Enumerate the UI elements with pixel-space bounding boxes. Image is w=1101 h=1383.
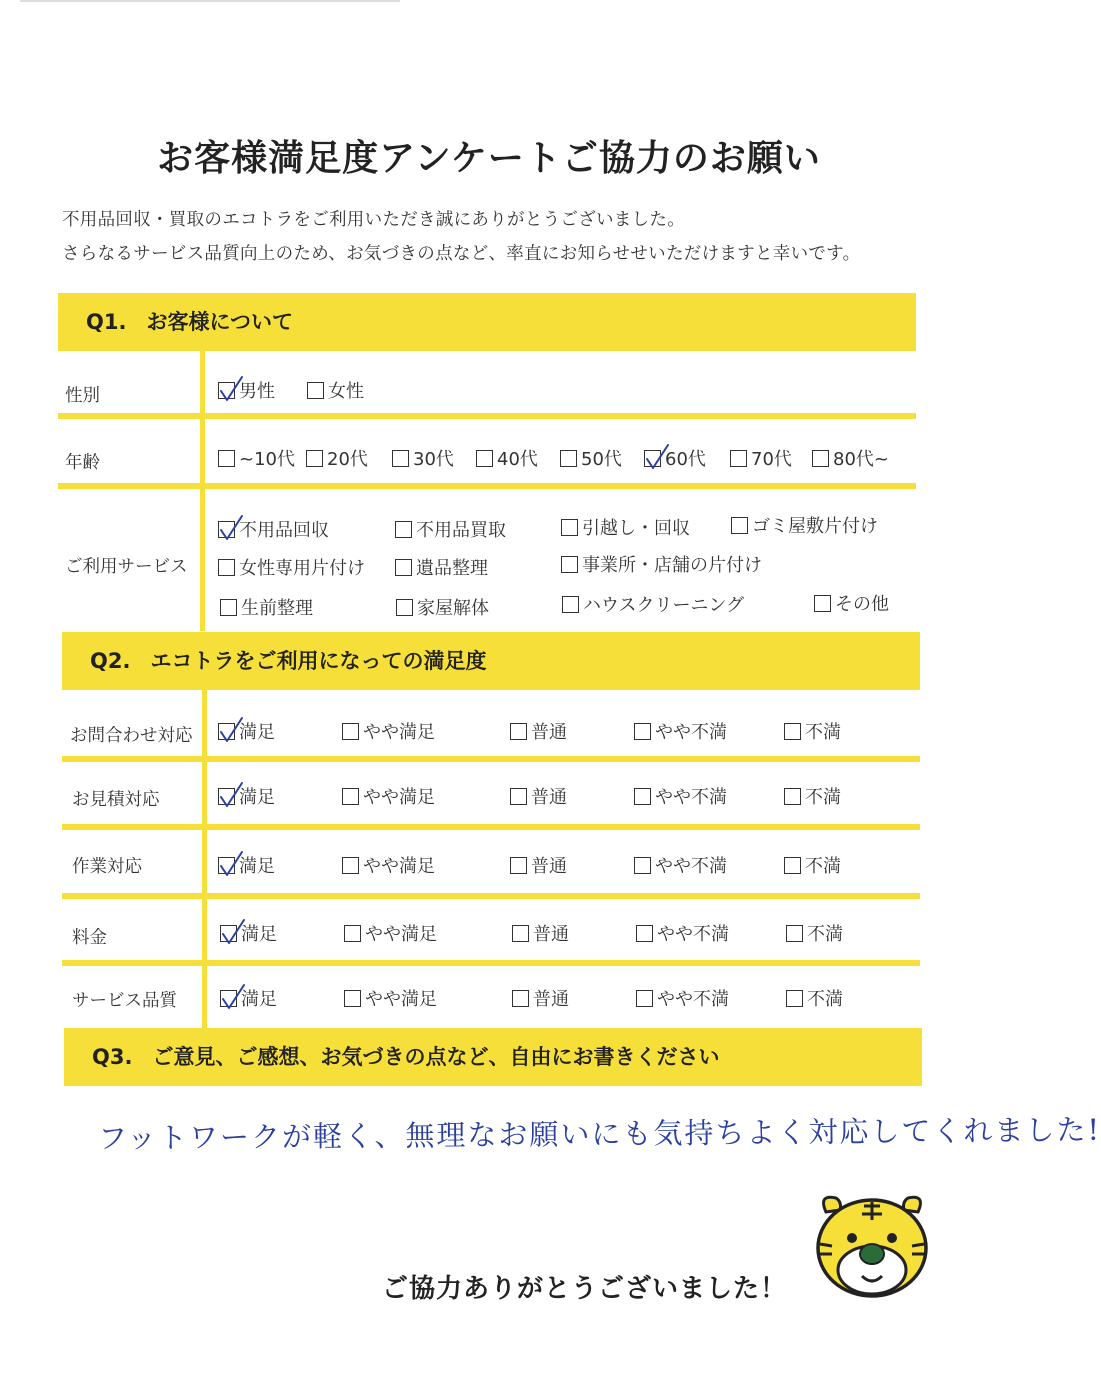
q2-row-divider-4 (62, 960, 920, 966)
rating-option[interactable] (218, 852, 275, 878)
checkbox[interactable] (784, 857, 801, 874)
checkbox[interactable] (218, 559, 235, 576)
checkbox[interactable] (218, 857, 235, 874)
service-option[interactable] (396, 594, 489, 620)
option-label: 30代 (413, 449, 454, 470)
rating-option[interactable] (344, 985, 437, 1011)
rating-option[interactable] (512, 920, 569, 946)
checkbox[interactable] (634, 723, 651, 740)
rating-option[interactable] (344, 920, 437, 946)
rating-option[interactable] (634, 718, 727, 744)
checkbox[interactable] (636, 990, 653, 1007)
checkbox[interactable] (396, 599, 413, 616)
gender-option[interactable] (307, 377, 364, 403)
checkbox[interactable] (510, 857, 527, 874)
age-option[interactable] (560, 445, 622, 471)
page-title: お客様満足度アンケートご協力のお願い (157, 138, 821, 179)
q2-row-divider-2 (62, 824, 920, 830)
q2-number: Q2. (90, 649, 131, 673)
option-label: その他 (835, 594, 889, 615)
rating-option[interactable] (220, 985, 277, 1011)
checkbox[interactable] (510, 788, 527, 805)
checkbox[interactable] (730, 450, 747, 467)
option-label: ハウスクリーニング (583, 595, 745, 616)
option-label: やや不満 (655, 787, 727, 808)
checkbox[interactable] (342, 723, 359, 740)
option-label: 事業所・店舗の片付け (582, 555, 762, 576)
rating-option[interactable] (218, 783, 275, 809)
option-label: 満足 (241, 989, 277, 1010)
option-label: やや満足 (363, 722, 435, 743)
q1-row-divider-1 (58, 413, 916, 419)
tiger-mascot-icon (812, 1190, 932, 1300)
checkbox[interactable] (786, 990, 803, 1007)
service-option[interactable] (731, 512, 878, 538)
rating-option[interactable] (636, 985, 729, 1011)
checkbox[interactable] (218, 788, 235, 805)
option-label: 生前整理 (241, 598, 313, 619)
checkbox[interactable] (560, 450, 577, 467)
option-label: 普通 (531, 787, 567, 808)
services-label: ご利用サービス (65, 557, 188, 577)
rating-option[interactable] (634, 852, 727, 878)
rating-option[interactable] (342, 852, 435, 878)
service-option[interactable] (395, 516, 506, 542)
option-label: 不満 (805, 787, 841, 808)
q3-heading: ご意見、ご感想、お気づきの点など、自由にお書きください (152, 1045, 720, 1069)
checkbox[interactable] (784, 723, 801, 740)
intro-line-1: 不用品回収・買取のエコトラをご利用いただき誠にありがとうございました。 (62, 210, 685, 230)
checkbox[interactable] (395, 521, 412, 538)
option-label: 不満 (805, 722, 841, 743)
option-label: 家屋解体 (417, 598, 489, 619)
service-option[interactable] (218, 516, 329, 542)
option-label: 不満 (805, 856, 841, 877)
option-label: 不用品回収 (239, 520, 329, 541)
age-option[interactable] (644, 445, 706, 471)
checkbox[interactable] (344, 990, 361, 1007)
service-option[interactable] (561, 551, 762, 577)
age-option[interactable] (812, 445, 889, 471)
option-label: 満足 (239, 722, 275, 743)
q3-heading-band (64, 1028, 922, 1086)
q1-column-divider (200, 351, 205, 631)
checkbox[interactable] (392, 450, 409, 467)
checkbox[interactable] (218, 382, 235, 399)
rating-option[interactable] (510, 783, 567, 809)
checkbox[interactable] (220, 925, 237, 942)
rating-row-label: 作業対応 (72, 857, 142, 877)
checkbox[interactable] (561, 556, 578, 573)
rating-option[interactable] (784, 852, 841, 878)
checkbox[interactable] (814, 595, 831, 612)
age-option[interactable] (218, 445, 295, 471)
scan-edge-line (20, 0, 400, 2)
checkbox[interactable] (812, 450, 829, 467)
option-label: やや不満 (655, 856, 727, 877)
q1-row-divider-2 (58, 483, 916, 489)
option-label: 普通 (533, 924, 569, 945)
checkbox[interactable] (307, 382, 324, 399)
checkbox[interactable] (510, 723, 527, 740)
service-option[interactable] (218, 554, 365, 580)
q1-heading-band (58, 293, 916, 351)
service-option[interactable] (395, 554, 488, 580)
q2-heading-band (62, 632, 920, 690)
rating-option[interactable] (786, 920, 843, 946)
checkbox[interactable] (644, 450, 661, 467)
option-label: やや不満 (655, 722, 727, 743)
option-label: 20代 (327, 449, 368, 470)
closing-message: ご協力ありがとうございました！ (382, 1274, 788, 1304)
service-option[interactable] (814, 590, 889, 616)
rating-option[interactable] (220, 920, 277, 946)
checkbox[interactable] (220, 990, 237, 1007)
rating-option[interactable] (218, 718, 275, 744)
option-label: 50代 (581, 449, 622, 470)
checkbox[interactable] (218, 723, 235, 740)
checkbox[interactable] (636, 925, 653, 942)
option-label: やや満足 (363, 856, 435, 877)
checkbox[interactable] (342, 788, 359, 805)
rating-option[interactable] (634, 783, 727, 809)
checkbox[interactable] (344, 925, 361, 942)
service-option[interactable] (561, 514, 690, 540)
rating-option[interactable] (342, 718, 435, 744)
checkbox[interactable] (634, 857, 651, 874)
option-label: 40代 (497, 449, 538, 470)
service-option[interactable] (562, 591, 744, 617)
option-label: 70代 (751, 449, 792, 470)
option-label: 引越し・回収 (582, 518, 690, 539)
option-label: 満足 (239, 787, 275, 808)
rating-row-label: お見積対応 (72, 790, 160, 810)
option-label: 満足 (241, 924, 277, 945)
rating-option[interactable] (636, 920, 729, 946)
age-label: 年齢 (65, 453, 100, 473)
checkbox[interactable] (512, 925, 529, 942)
q1-number: Q1. (86, 310, 127, 334)
rating-option[interactable] (784, 718, 841, 744)
age-option[interactable] (392, 445, 454, 471)
rating-option[interactable] (512, 985, 569, 1011)
rating-option[interactable] (784, 783, 841, 809)
checkbox[interactable] (218, 521, 235, 538)
q2-row-divider-3 (62, 893, 920, 899)
option-label: 普通 (533, 989, 569, 1010)
checkbox[interactable] (306, 450, 323, 467)
option-label: やや満足 (365, 924, 437, 945)
age-option[interactable] (306, 445, 368, 471)
option-label: 不満 (807, 924, 843, 945)
rating-option[interactable] (510, 852, 567, 878)
option-label: 普通 (531, 722, 567, 743)
option-label: 遺品整理 (416, 558, 488, 579)
checkbox[interactable] (220, 599, 237, 616)
service-option[interactable] (220, 594, 313, 620)
intro-line-2: さらなるサービス品質向上のため、お気づきの点など、率直にお知らせせいただけますと幸いです。 (62, 244, 861, 264)
rating-row-label: 料金 (72, 928, 107, 948)
checkbox[interactable] (786, 925, 803, 942)
checkbox[interactable] (395, 559, 412, 576)
option-label: やや不満 (657, 989, 729, 1010)
checkbox[interactable] (784, 788, 801, 805)
option-label: 女性専用片付け (239, 558, 365, 579)
option-label: 60代 (665, 449, 706, 470)
option-label: 満足 (239, 856, 275, 877)
option-label: やや不満 (657, 924, 729, 945)
q2-column-divider (202, 690, 207, 1028)
checkbox[interactable] (731, 517, 748, 534)
option-label: 不満 (807, 989, 843, 1010)
rating-row-label: サービス品質 (72, 991, 177, 1011)
checkbox[interactable] (512, 990, 529, 1007)
rating-option[interactable] (342, 783, 435, 809)
q2-row-divider-1 (62, 756, 920, 762)
rating-option[interactable] (786, 985, 843, 1011)
option-label: ゴミ屋敷片付け (752, 516, 878, 537)
option-label: やや満足 (365, 989, 437, 1010)
checkbox[interactable] (562, 596, 579, 613)
checkbox[interactable] (634, 788, 651, 805)
q1-heading: お客様について (146, 310, 294, 334)
q2-heading: エコトラをご利用になっての満足度 (150, 649, 487, 673)
option-label: 不用品買取 (416, 520, 506, 541)
checkbox[interactable] (476, 450, 493, 467)
gender-option[interactable] (218, 377, 275, 403)
age-option[interactable] (476, 445, 538, 471)
option-label: 男性 (239, 381, 275, 402)
rating-option[interactable] (510, 718, 567, 744)
option-label: 普通 (531, 856, 567, 877)
q3-handwritten-answer: フットワークが軽く、無理なお願いにも気持ちよく対応してくれました! (97, 1112, 1101, 1156)
checkbox[interactable] (218, 450, 235, 467)
rating-row-label: お問合わせ対応 (70, 726, 193, 746)
age-option[interactable] (730, 445, 792, 471)
option-label: 女性 (328, 381, 364, 402)
q3-number: Q3. (92, 1045, 133, 1069)
checkbox[interactable] (561, 519, 578, 536)
option-label: やや満足 (363, 787, 435, 808)
option-label: 80代~ (833, 449, 889, 470)
checkbox[interactable] (342, 857, 359, 874)
gender-label: 性別 (65, 386, 100, 406)
option-label: ~10代 (239, 449, 295, 470)
